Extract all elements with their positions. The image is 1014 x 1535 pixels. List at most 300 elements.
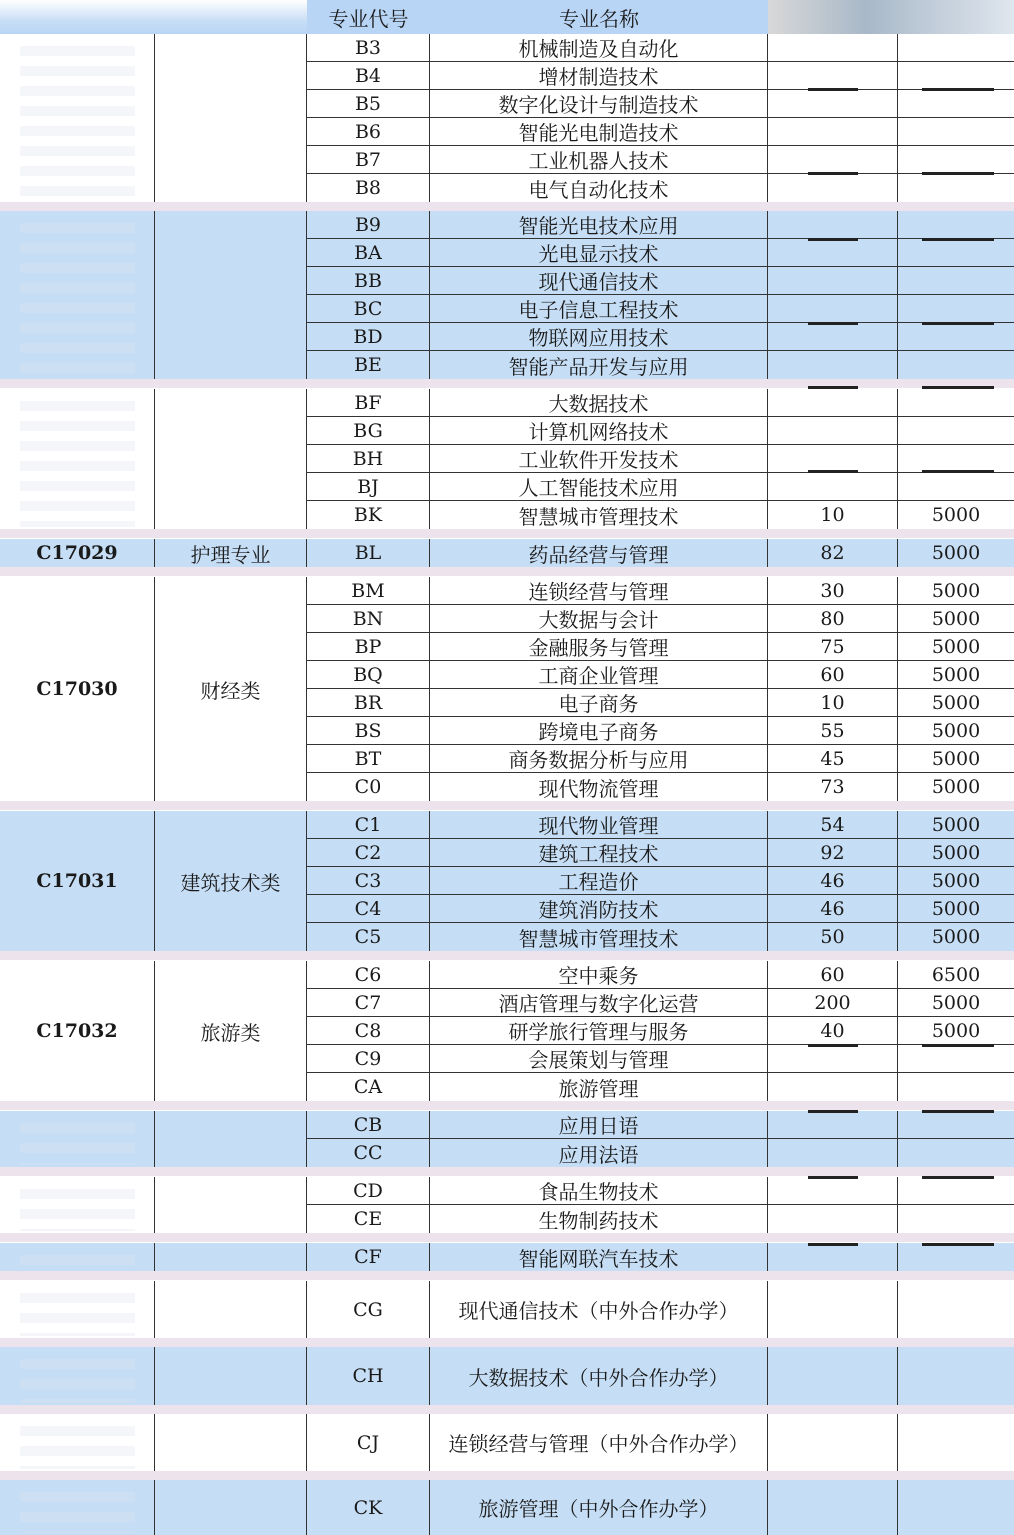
- enrollment-count: [768, 174, 898, 202]
- tuition-fee: [898, 1281, 1014, 1338]
- enrollment-count: [768, 239, 898, 266]
- major-name: 智慧城市管理技术: [430, 923, 768, 951]
- enrollment-count: [768, 1243, 898, 1271]
- table-row: [307, 811, 1014, 839]
- major-code: BK: [307, 501, 430, 529]
- major-name: 现代物流管理: [430, 773, 768, 801]
- table-row: [307, 501, 1014, 529]
- enrollment-count: 92: [768, 839, 898, 866]
- redaction-mark: [922, 1110, 994, 1113]
- major-code: C0: [307, 773, 430, 801]
- table-row: [307, 839, 1014, 867]
- enrollment-count: [768, 1347, 898, 1405]
- tuition-fee: 6500: [931, 963, 981, 986]
- major-name: 食品生物技术: [430, 1177, 768, 1204]
- major-name: 电子商务: [430, 689, 768, 716]
- tuition-fee: 5000: [931, 991, 981, 1014]
- major-code: BN: [307, 605, 430, 632]
- table-row: [307, 895, 1014, 923]
- group-category: [155, 1347, 307, 1405]
- major-code: BJ: [307, 473, 430, 500]
- redaction-mark: [808, 470, 858, 473]
- major-code: B7: [307, 146, 430, 173]
- group-category: 护理专业: [155, 539, 307, 567]
- blurred-region: [20, 1245, 135, 1269]
- group-separator: [0, 1167, 1014, 1176]
- major-code: B9: [307, 211, 430, 238]
- major-name: 金融服务与管理: [430, 633, 768, 660]
- major-name: 会展策划与管理: [430, 1045, 768, 1072]
- redaction-mark: [808, 1044, 858, 1047]
- group-rows: [307, 1480, 1014, 1535]
- major-name: 智能光电制造技术: [430, 118, 768, 145]
- group-separator: [0, 1233, 1014, 1242]
- blurred-region: [20, 36, 135, 200]
- group-code: C17032: [0, 961, 155, 1101]
- group-category: [155, 1177, 307, 1233]
- group-13: [0, 1480, 1014, 1535]
- group-4: [0, 577, 1014, 801]
- redaction-mark: [808, 238, 858, 241]
- major-code: C5: [307, 923, 430, 951]
- table-row: [307, 445, 1014, 473]
- group-separator: [0, 202, 1014, 211]
- major-code: C3: [307, 867, 430, 894]
- major-name: 工业机器人技术: [430, 146, 768, 173]
- major-code: CC: [307, 1139, 430, 1167]
- enrollment-count: [768, 1414, 898, 1471]
- enrollment-count: [768, 1073, 898, 1101]
- table-row: [307, 1414, 1014, 1471]
- group-10: [0, 1281, 1014, 1338]
- group-category: [155, 1243, 307, 1271]
- header-blurred: [768, 0, 1014, 34]
- enrollment-count: [768, 1480, 898, 1535]
- table-row: [307, 267, 1014, 295]
- tuition-fee: [898, 1480, 1014, 1535]
- enrollment-count: 45: [768, 745, 898, 772]
- group-separator: [0, 951, 1014, 960]
- enrollment-count: [768, 118, 898, 145]
- group-category: [155, 1414, 307, 1471]
- table-row: [307, 717, 1014, 745]
- table-row: [307, 118, 1014, 146]
- tuition-fee: 5000: [931, 504, 981, 526]
- tuition-fee: 5000: [931, 813, 981, 836]
- redaction-mark: [808, 1176, 858, 1179]
- major-code: CF: [307, 1243, 430, 1271]
- enrollment-count: 40: [768, 1017, 898, 1044]
- major-code: B6: [307, 118, 430, 145]
- redaction-mark: [922, 1176, 994, 1179]
- major-code: BT: [307, 745, 430, 772]
- table-row: [307, 1480, 1014, 1535]
- major-name: 大数据技术（中外合作办学）: [430, 1347, 768, 1405]
- major-code: B4: [307, 62, 430, 89]
- header-blank-1: [0, 0, 155, 34]
- blurred-region: [20, 213, 135, 377]
- tuition-fee: 5000: [931, 719, 981, 742]
- group-rows: [307, 811, 1014, 951]
- tuition-fee: 5000: [931, 691, 981, 714]
- major-code: BE: [307, 351, 430, 379]
- table-row: [307, 661, 1014, 689]
- enrollment-count: [768, 323, 898, 350]
- enrollment-count: 54: [768, 811, 898, 838]
- group-category: 财经类: [155, 577, 307, 801]
- enrollment-count: [768, 1139, 898, 1167]
- major-name: 现代物业管理: [430, 811, 768, 838]
- redaction-mark: [922, 322, 994, 325]
- group-5: [0, 811, 1014, 951]
- major-code: C7: [307, 989, 430, 1016]
- group-rows: [307, 211, 1014, 379]
- tuition-fee: [898, 1177, 1014, 1204]
- enrollment-count: [768, 1205, 898, 1233]
- tuition-fee: [898, 323, 1014, 350]
- table-row: [307, 1139, 1014, 1167]
- tuition-fee: 5000: [931, 663, 981, 686]
- major-code: C4: [307, 895, 430, 922]
- tuition-fee: 5000: [931, 579, 981, 602]
- major-name: 跨境电子商务: [430, 717, 768, 744]
- major-code: CA: [307, 1073, 430, 1101]
- blurred-region: [20, 1283, 135, 1336]
- tuition-fee: 5000: [931, 926, 981, 948]
- header-blank-2: [155, 0, 307, 34]
- redaction-mark: [808, 1110, 858, 1113]
- group-separator: [0, 529, 1014, 538]
- tuition-fee: [898, 62, 1014, 89]
- major-name: 旅游管理: [430, 1073, 768, 1101]
- major-name: 光电显示技术: [430, 239, 768, 266]
- table-row: [307, 1347, 1014, 1405]
- group-11: [0, 1347, 1014, 1405]
- table-row: [307, 90, 1014, 118]
- table-row: [307, 473, 1014, 501]
- major-name: 工业软件开发技术: [430, 445, 768, 472]
- major-name: 大数据技术: [430, 389, 768, 416]
- table-row: [307, 989, 1014, 1017]
- major-code: B3: [307, 34, 430, 61]
- enrollment-count: [768, 267, 898, 294]
- major-code: BP: [307, 633, 430, 660]
- enrollment-count: 30: [768, 577, 898, 604]
- major-name: 空中乘务: [430, 961, 768, 988]
- redaction-mark: [808, 88, 858, 91]
- enrollment-count: [768, 351, 898, 379]
- table-row: [307, 34, 1014, 62]
- group-rows: [307, 539, 1014, 567]
- redaction-mark: [808, 386, 858, 389]
- enrollment-count: [768, 389, 898, 416]
- major-code: BG: [307, 417, 430, 444]
- group-rows: [307, 1243, 1014, 1271]
- table-row: [307, 745, 1014, 773]
- major-code: BM: [307, 577, 430, 604]
- redaction-mark: [808, 1243, 858, 1246]
- table-row: [307, 1243, 1014, 1271]
- major-name: 连锁经营与管理: [430, 577, 768, 604]
- major-name: 增材制造技术: [430, 62, 768, 89]
- enrollment-count: [768, 1045, 898, 1072]
- major-name: 人工智能技术应用: [430, 473, 768, 500]
- tuition-fee: 5000: [931, 897, 981, 920]
- table-row: [307, 867, 1014, 895]
- enrollment-count: 50: [768, 923, 898, 951]
- redaction-mark: [922, 1044, 994, 1047]
- enrollment-count: [768, 34, 898, 61]
- tuition-fee: 5000: [931, 869, 981, 892]
- table-row: [307, 539, 1014, 567]
- major-name: 智能网联汽车技术: [430, 1243, 768, 1271]
- enrollment-count: [768, 417, 898, 444]
- major-code: BC: [307, 295, 430, 322]
- enrollment-count: [768, 1281, 898, 1338]
- tuition-fee: [898, 239, 1014, 266]
- enrollment-count: [768, 62, 898, 89]
- blurred-region: [20, 1349, 135, 1403]
- major-code: CB: [307, 1111, 430, 1138]
- enrollment-count: [768, 90, 898, 117]
- major-name: 建筑工程技术: [430, 839, 768, 866]
- major-name: 电气自动化技术: [430, 174, 768, 202]
- table-row: [307, 174, 1014, 202]
- major-code: C9: [307, 1045, 430, 1072]
- major-name: 智能光电技术应用: [430, 211, 768, 238]
- tuition-fee: [898, 211, 1014, 238]
- table-row: [307, 351, 1014, 379]
- group-category: 建筑技术类: [155, 811, 307, 951]
- table-row: [307, 1045, 1014, 1073]
- enrollment-count: 60: [768, 961, 898, 988]
- group-code: C17030: [0, 577, 155, 801]
- tuition-fee: 5000: [931, 1019, 981, 1042]
- major-code: C1: [307, 811, 430, 838]
- blurred-region: [20, 1416, 135, 1469]
- redaction-mark: [922, 470, 994, 473]
- redaction-mark: [808, 322, 858, 325]
- table-row: [307, 1177, 1014, 1205]
- major-name: 物联网应用技术: [430, 323, 768, 350]
- enrollment-count: 60: [768, 661, 898, 688]
- blurred-region: [20, 1179, 135, 1231]
- tuition-fee: 5000: [931, 635, 981, 658]
- table-row: [307, 633, 1014, 661]
- tuition-fee: [898, 90, 1014, 117]
- major-name: 建筑消防技术: [430, 895, 768, 922]
- table-row: [307, 1281, 1014, 1338]
- major-code: BR: [307, 689, 430, 716]
- group-rows: [307, 1414, 1014, 1471]
- table-row: [307, 577, 1014, 605]
- group-separator: [0, 567, 1014, 576]
- enrollment-count: 73: [768, 773, 898, 801]
- blurred-region: [20, 1113, 135, 1165]
- table-row: [307, 961, 1014, 989]
- header-name: 专业名称: [430, 0, 768, 34]
- group-separator: [0, 1471, 1014, 1480]
- major-code: B5: [307, 90, 430, 117]
- enrollment-count: [768, 473, 898, 500]
- group-code: C17031: [0, 811, 155, 951]
- major-code: CD: [307, 1177, 430, 1204]
- tuition-fee: 5000: [931, 607, 981, 630]
- enrollment-count: [768, 146, 898, 173]
- group-code: C17029: [0, 539, 155, 567]
- major-name: 大数据与会计: [430, 605, 768, 632]
- tuition-fee: [898, 389, 1014, 416]
- major-name: 电子信息工程技术: [430, 295, 768, 322]
- group-8: [0, 1177, 1014, 1233]
- major-code: CE: [307, 1205, 430, 1233]
- major-name: 机械制造及自动化: [430, 34, 768, 61]
- enrollment-count: [768, 295, 898, 322]
- table-row: [307, 923, 1014, 951]
- major-name: 商务数据分析与应用: [430, 745, 768, 772]
- tuition-fee: [898, 267, 1014, 294]
- tuition-fee: [898, 351, 1014, 379]
- major-code: CG: [307, 1281, 430, 1338]
- tuition-fee: [898, 1243, 1014, 1271]
- tuition-fee: [898, 1205, 1014, 1233]
- major-name: 生物制药技术: [430, 1205, 768, 1233]
- tuition-fee: [898, 1347, 1014, 1405]
- major-code: BL: [307, 539, 430, 567]
- major-name: 智能产品开发与应用: [430, 351, 768, 379]
- table-row: [307, 211, 1014, 239]
- tuition-fee: [898, 1414, 1014, 1471]
- major-code: C8: [307, 1017, 430, 1044]
- tuition-fee: [898, 146, 1014, 173]
- group-separator: [0, 379, 1014, 388]
- major-name: 工程造价: [430, 867, 768, 894]
- major-code: C6: [307, 961, 430, 988]
- major-code: BF: [307, 389, 430, 416]
- group-category: [155, 1281, 307, 1338]
- enrollment-count: 55: [768, 717, 898, 744]
- redaction-mark: [922, 1243, 994, 1246]
- enrollment-count: [768, 445, 898, 472]
- major-code: BQ: [307, 661, 430, 688]
- redaction-mark: [922, 88, 994, 91]
- major-name: 应用法语: [430, 1139, 768, 1167]
- major-code: BH: [307, 445, 430, 472]
- enrollment-count: [768, 211, 898, 238]
- group-7: [0, 1111, 1014, 1167]
- enrollment-count: 200: [768, 989, 898, 1016]
- group-rows: [307, 1177, 1014, 1233]
- tuition-fee: [898, 34, 1014, 61]
- group-category: [155, 1480, 307, 1535]
- major-name: 工商企业管理: [430, 661, 768, 688]
- tuition-fee: 5000: [931, 747, 981, 770]
- major-code: B8: [307, 174, 430, 202]
- group-0: [0, 34, 1014, 202]
- group-separator: [0, 1338, 1014, 1347]
- enrollment-count: 75: [768, 633, 898, 660]
- table-row: [307, 1111, 1014, 1139]
- major-name: 酒店管理与数字化运营: [430, 989, 768, 1016]
- table-row: [307, 773, 1014, 801]
- enrollment-count: 82: [768, 539, 898, 567]
- table-row: [307, 295, 1014, 323]
- table-row: [307, 1073, 1014, 1101]
- major-name: 智慧城市管理技术: [430, 501, 768, 529]
- tuition-fee: [898, 417, 1014, 444]
- major-code: CJ: [307, 1414, 430, 1471]
- tuition-fee: [898, 295, 1014, 322]
- group-category: [155, 34, 307, 202]
- group-category: [155, 1111, 307, 1167]
- tuition-fee: 5000: [931, 776, 981, 798]
- major-name: 现代通信技术（中外合作办学）: [430, 1281, 768, 1338]
- major-code: BB: [307, 267, 430, 294]
- major-code: BA: [307, 239, 430, 266]
- enrollment-count: 10: [768, 501, 898, 529]
- table-row: [307, 62, 1014, 90]
- group-rows: [307, 1347, 1014, 1405]
- group-separator: [0, 1271, 1014, 1280]
- tuition-fee: 5000: [931, 841, 981, 864]
- major-name: 应用日语: [430, 1111, 768, 1138]
- redaction-mark: [922, 238, 994, 241]
- group-separator: [0, 801, 1014, 810]
- tuition-fee: [898, 118, 1014, 145]
- group-2: [0, 389, 1014, 529]
- tuition-fee: [898, 174, 1014, 202]
- group-3: [0, 539, 1014, 567]
- group-category: 旅游类: [155, 961, 307, 1101]
- table-row: [307, 146, 1014, 174]
- group-1: [0, 211, 1014, 379]
- enrollment-count: [768, 1177, 898, 1204]
- group-6: [0, 961, 1014, 1101]
- table-row: [307, 323, 1014, 351]
- table-row: [307, 1017, 1014, 1045]
- major-code: BD: [307, 323, 430, 350]
- enrollment-count: [768, 1111, 898, 1138]
- enrollment-count: 80: [768, 605, 898, 632]
- group-category: [155, 211, 307, 379]
- table-row: [307, 389, 1014, 417]
- group-rows: [307, 389, 1014, 529]
- group-rows: [307, 577, 1014, 801]
- group-separator: [0, 1101, 1014, 1110]
- blurred-region: [20, 1482, 135, 1533]
- tuition-fee: 5000: [931, 542, 981, 564]
- major-code: BS: [307, 717, 430, 744]
- blurred-region: [20, 391, 135, 527]
- header-code: 专业代号: [307, 0, 431, 34]
- major-name: 连锁经营与管理（中外合作办学）: [430, 1414, 768, 1471]
- table-row: [307, 239, 1014, 267]
- major-code: CH: [307, 1347, 430, 1405]
- major-code: C2: [307, 839, 430, 866]
- group-rows: [307, 1111, 1014, 1167]
- table-row: [307, 689, 1014, 717]
- tuition-fee: [898, 1111, 1014, 1138]
- enrollment-count: 10: [768, 689, 898, 716]
- major-name: 数字化设计与制造技术: [430, 90, 768, 117]
- group-9: [0, 1243, 1014, 1271]
- major-name: 计算机网络技术: [430, 417, 768, 444]
- major-name: 旅游管理（中外合作办学）: [430, 1480, 768, 1535]
- table-row: [307, 417, 1014, 445]
- group-rows: [307, 1281, 1014, 1338]
- redaction-mark: [922, 386, 994, 389]
- tuition-fee: [898, 1139, 1014, 1167]
